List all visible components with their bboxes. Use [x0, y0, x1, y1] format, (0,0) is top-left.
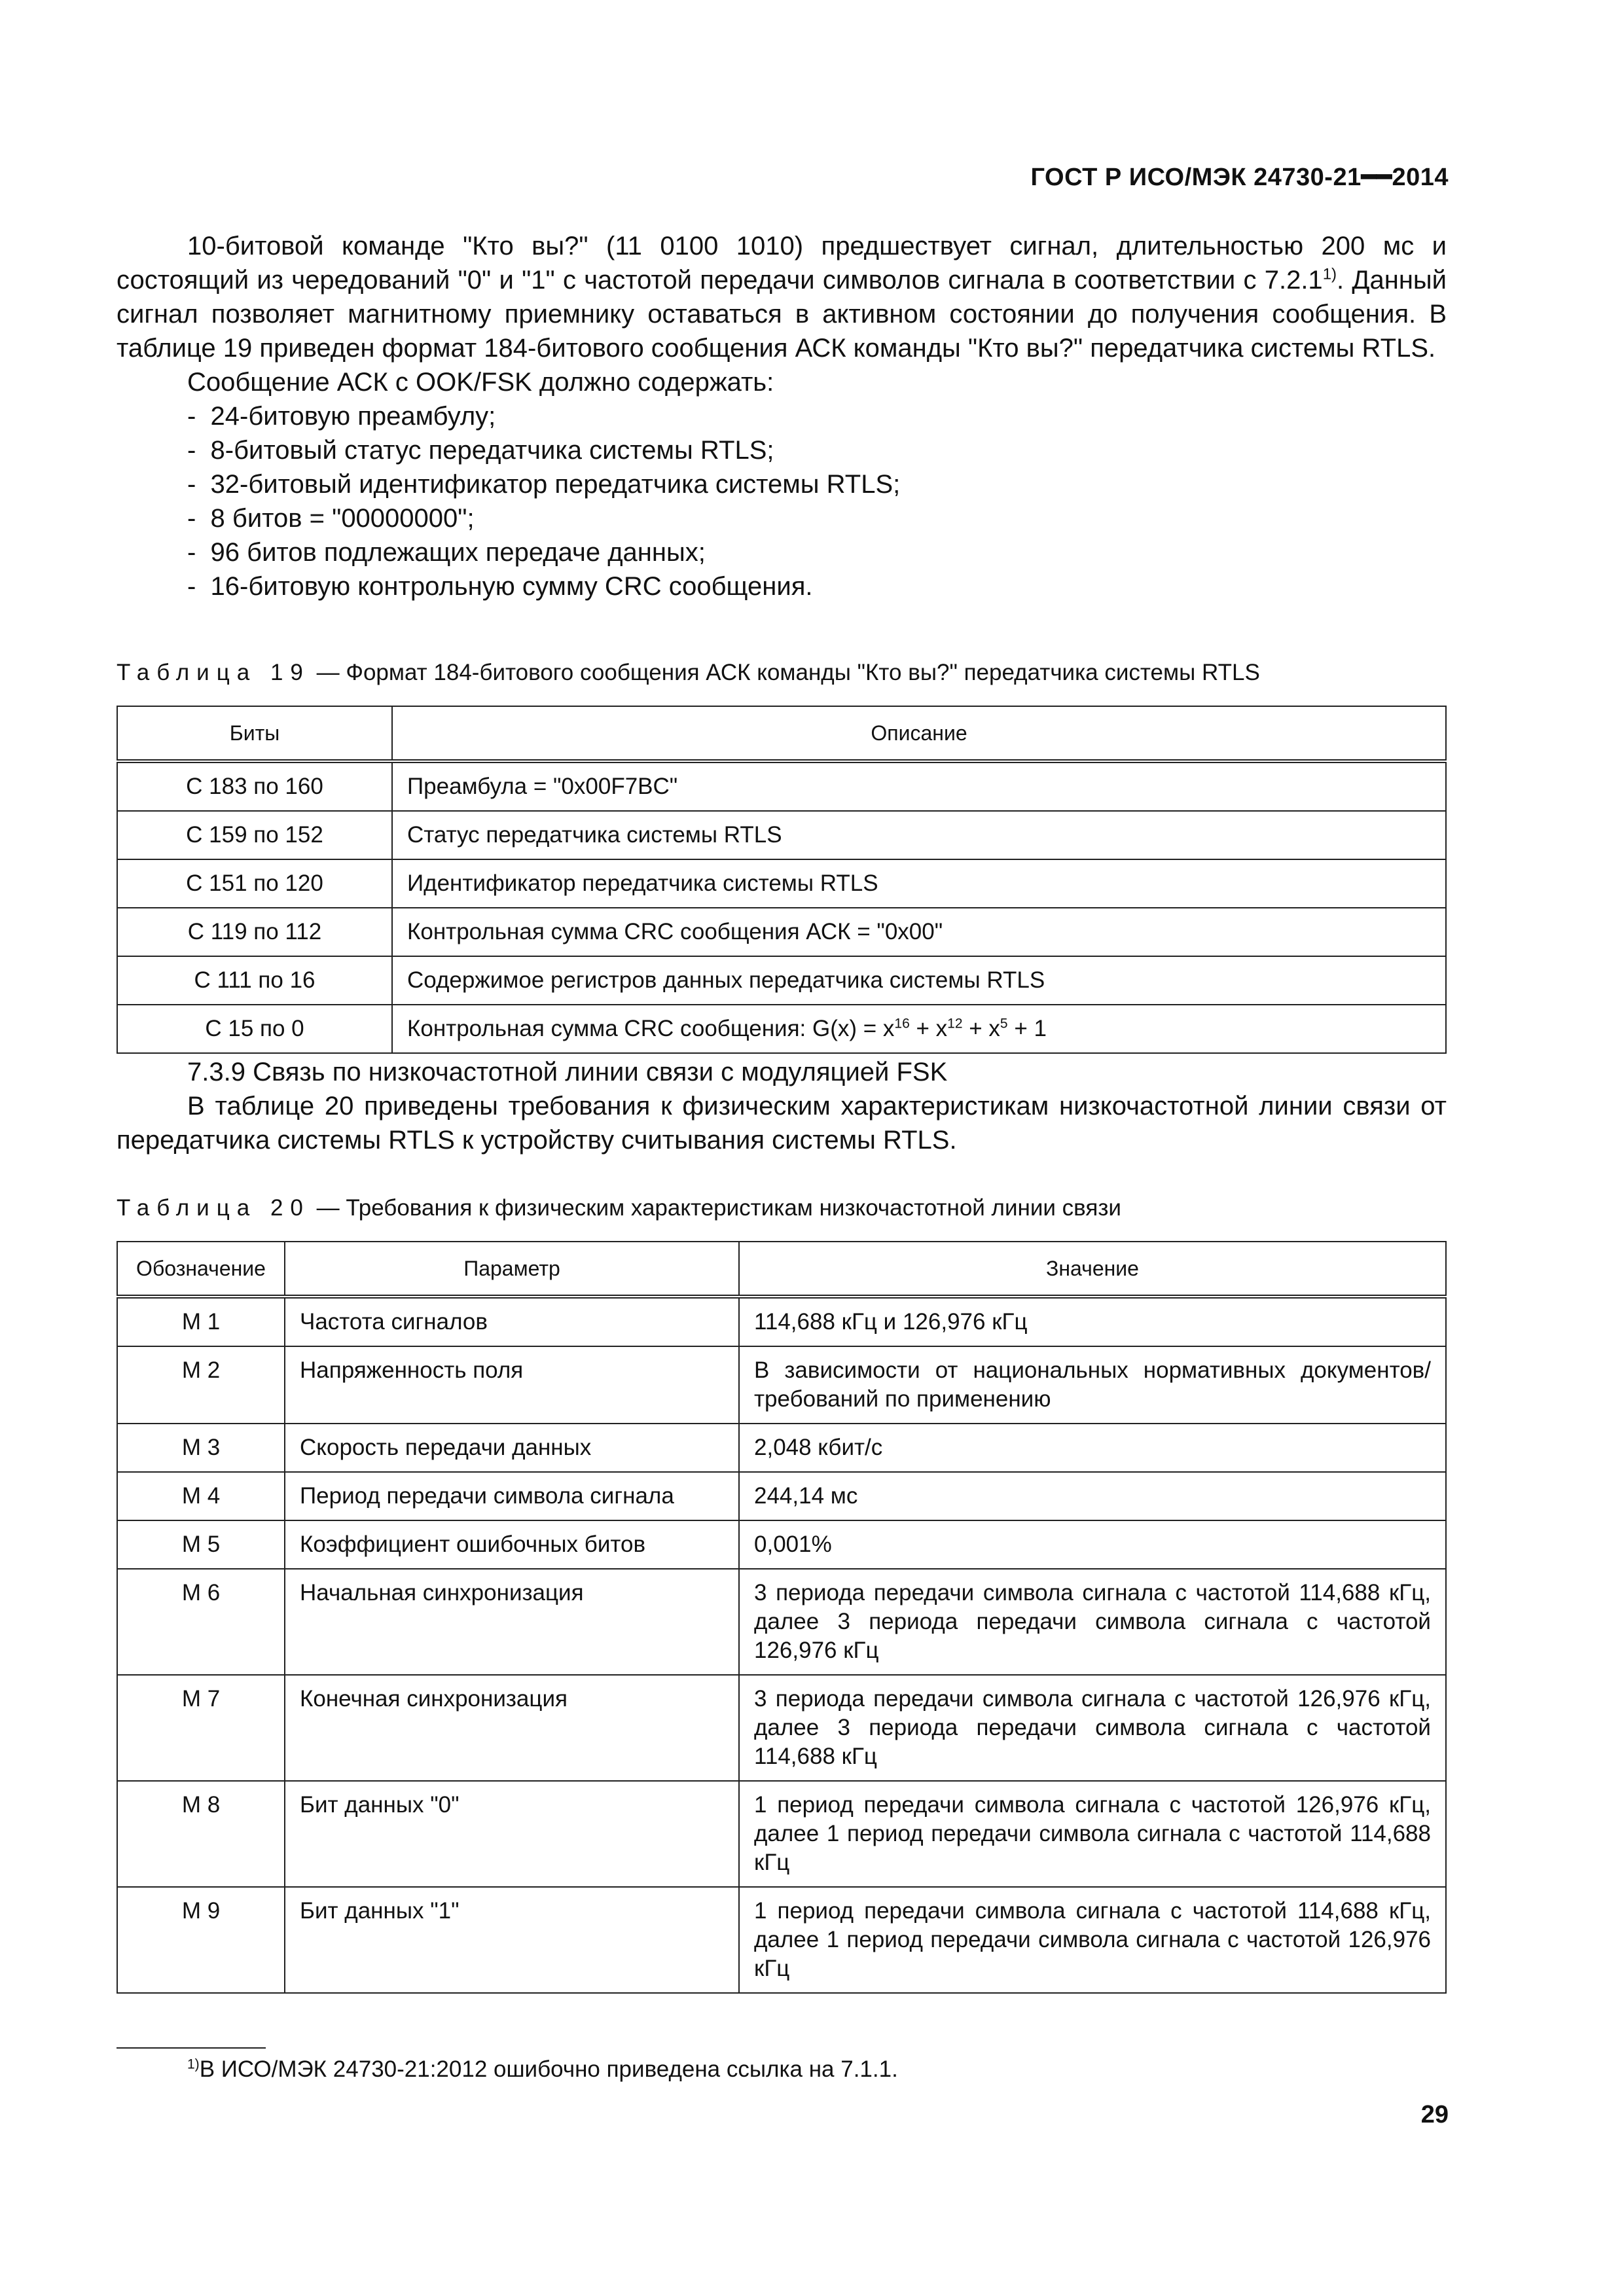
value-cell: 1 период передачи символа сигнала с частотой 126,976 кГц, далее 1 период передачи символа сигнала с частотой 114,688 кГц — [739, 1781, 1446, 1887]
table-row — [117, 956, 1446, 1005]
message-content-list — [117, 399, 1447, 603]
footnote-separator — [117, 2047, 266, 2049]
column-header-description: Описание — [392, 706, 1446, 761]
document-code-header: ГОСТ Р ИСО/МЭК 24730-21━━2014 — [1030, 164, 1449, 191]
intro-paragraph-text: 10-битовой команде "Кто вы?" (11 0100 1010) предшествует сигнал, длительностью 200 мс и состоящий из чередований "0" и "1" с частотой передачи символов сигнала в соответствии с 7.2.1 — [117, 232, 1447, 295]
table-row — [117, 1569, 1446, 1675]
formula-text: + x — [909, 1016, 948, 1041]
bits-cell: С 119 по 112 — [117, 908, 392, 956]
intro-paragraph-text-cont: . Данный сигнал позволяет магнитному приемнику оставаться в активном состоянии до получения сообщения. В таблице 19 приведен формат 184-битового сообщения АСК команды "Кто вы?" передатчика системы RTLS. — [117, 266, 1447, 363]
column-header-parameter: Параметр — [285, 1242, 739, 1297]
designation-cell: М 3 — [117, 1424, 285, 1472]
bits-cell: С 183 по 160 — [117, 761, 392, 811]
table-row — [117, 1781, 1446, 1887]
list-lead: Сообщение АСК с OOK/FSK должно содержать: — [187, 368, 774, 397]
table-row — [117, 1346, 1446, 1424]
table-header-row — [117, 1242, 1446, 1297]
table-20 — [117, 1241, 1447, 1994]
description-cell: Контрольная сумма CRC сообщения АСК = "0x00" — [392, 908, 1446, 956]
formula-text: + x — [962, 1016, 1000, 1041]
parameter-cell: Начальная синхронизация — [285, 1569, 739, 1675]
value-cell: 1 период передачи символа сигнала с частотой 114,688 кГц, далее 1 период передачи символа сигнала с частотой 126,976 кГц — [739, 1887, 1446, 1993]
parameter-cell: Коэффициент ошибочных битов — [285, 1520, 739, 1569]
bits-cell: С 111 по 16 — [117, 956, 392, 1005]
footnote-reference: 1) — [1322, 265, 1337, 283]
exponent: 5 — [1000, 1016, 1008, 1031]
table-row — [117, 1520, 1446, 1569]
description-cell: Идентификатор передатчика системы RTLS — [392, 859, 1446, 908]
footnote-text: В ИСО/МЭК 24730-21:2012 ошибочно приведена ссылка на 7.1.1. — [199, 2056, 898, 2082]
footnote — [187, 2056, 898, 2083]
value-cell: 2,048 кбит/с — [739, 1424, 1446, 1472]
list-item: - 8-битовый статус передатчика системы RTLS; — [187, 433, 1447, 467]
bits-cell: С 151 по 120 — [117, 859, 392, 908]
column-header-designation: Обозначение — [117, 1242, 285, 1297]
table20-caption-label: Таблица 20 — [117, 1195, 310, 1221]
table-row — [117, 1675, 1446, 1781]
table19-caption-text: — Формат 184-битового сообщения АСК команды "Кто вы?" передатчика системы RTLS — [310, 660, 1260, 685]
value-cell: 0,001% — [739, 1520, 1446, 1569]
table-row — [117, 1424, 1446, 1472]
table-row — [117, 1005, 1446, 1053]
table-row — [117, 1472, 1446, 1520]
parameter-cell: Период передачи символа сигнала — [285, 1472, 739, 1520]
table-row — [117, 811, 1446, 859]
crc-formula-cell — [392, 1005, 1446, 1053]
section-paragraph: В таблице 20 приведены требования к физическим характеристикам низкочастотной линии связи от передатчика системы RTLS к устройству считывания системы RTLS. — [117, 1092, 1447, 1155]
table19-caption-label: Таблица 19 — [117, 660, 310, 685]
parameter-cell: Скорость передачи данных — [285, 1424, 739, 1472]
value-cell: 114,688 кГц и 126,976 кГц — [739, 1297, 1446, 1346]
designation-cell: М 6 — [117, 1569, 285, 1675]
designation-cell: М 8 — [117, 1781, 285, 1887]
intro-paragraph — [117, 229, 1447, 365]
formula-text: + 1 — [1007, 1016, 1047, 1041]
designation-cell: М 1 — [117, 1297, 285, 1346]
column-header-value: Значение — [739, 1242, 1446, 1297]
description-cell: Содержимое регистров данных передатчика системы RTLS — [392, 956, 1446, 1005]
exponent: 16 — [894, 1016, 910, 1031]
parameter-cell: Бит данных "0" — [285, 1781, 739, 1887]
table20-caption-text: — Требования к физическим характеристикам низкочастотной линии связи — [310, 1195, 1121, 1221]
table-row — [117, 1887, 1446, 1993]
formula-text: Контрольная сумма CRC сообщения: G(x) = x — [407, 1016, 895, 1041]
parameter-cell: Бит данных "1" — [285, 1887, 739, 1993]
value-cell: 3 периода передачи символа сигнала с частотой 126,976 кГц, далее 3 периода передачи символа сигнала с частотой 114,688 кГц — [739, 1675, 1446, 1781]
section-7-3-9 — [117, 1055, 1447, 1157]
list-item: - 24-битовую преамбулу; — [187, 399, 1447, 433]
table-row — [117, 761, 1446, 811]
value-cell: В зависимости от национальных нормативных документов/ требований по применению — [739, 1346, 1446, 1424]
designation-cell: М 5 — [117, 1520, 285, 1569]
designation-cell: М 4 — [117, 1472, 285, 1520]
designation-cell: М 2 — [117, 1346, 285, 1424]
table-row — [117, 908, 1446, 956]
parameter-cell: Конечная синхронизация — [285, 1675, 739, 1781]
list-item: - 32-битовый идентификатор передатчика системы RTLS; — [187, 467, 1447, 501]
intro-section — [117, 229, 1447, 603]
table-header-row — [117, 706, 1446, 761]
table20-caption — [117, 1195, 1121, 1221]
column-header-bits: Биты — [117, 706, 392, 761]
description-cell: Преамбула = "0x00F7BC" — [392, 761, 1446, 811]
parameter-cell: Напряженность поля — [285, 1346, 739, 1424]
description-cell: Статус передатчика системы RTLS — [392, 811, 1446, 859]
table-19 — [117, 706, 1447, 1054]
footnote-mark: 1) — [187, 2056, 200, 2072]
designation-cell: М 9 — [117, 1887, 285, 1993]
list-item: - 16-битовую контрольную сумму CRC сообщения. — [187, 569, 1447, 603]
list-item: - 96 битов подлежащих передаче данных; — [187, 535, 1447, 569]
parameter-cell: Частота сигналов — [285, 1297, 739, 1346]
bits-cell: С 15 по 0 — [117, 1005, 392, 1053]
table19-caption — [117, 660, 1260, 686]
value-cell: 3 периода передачи символа сигнала с частотой 114,688 кГц, далее 3 периода передачи символа сигнала с частотой 126,976 кГц — [739, 1569, 1446, 1675]
page-number: 29 — [1420, 2101, 1449, 2128]
designation-cell: М 7 — [117, 1675, 285, 1781]
value-cell: 244,14 мс — [739, 1472, 1446, 1520]
bits-cell: С 159 по 152 — [117, 811, 392, 859]
list-item: - 8 битов = "00000000"; — [187, 501, 1447, 535]
section-heading: 7.3.9 Связь по низкочастотной линии связи с модуляцией FSK — [187, 1058, 948, 1086]
table-row — [117, 859, 1446, 908]
table-row — [117, 1297, 1446, 1346]
exponent: 12 — [947, 1016, 963, 1031]
